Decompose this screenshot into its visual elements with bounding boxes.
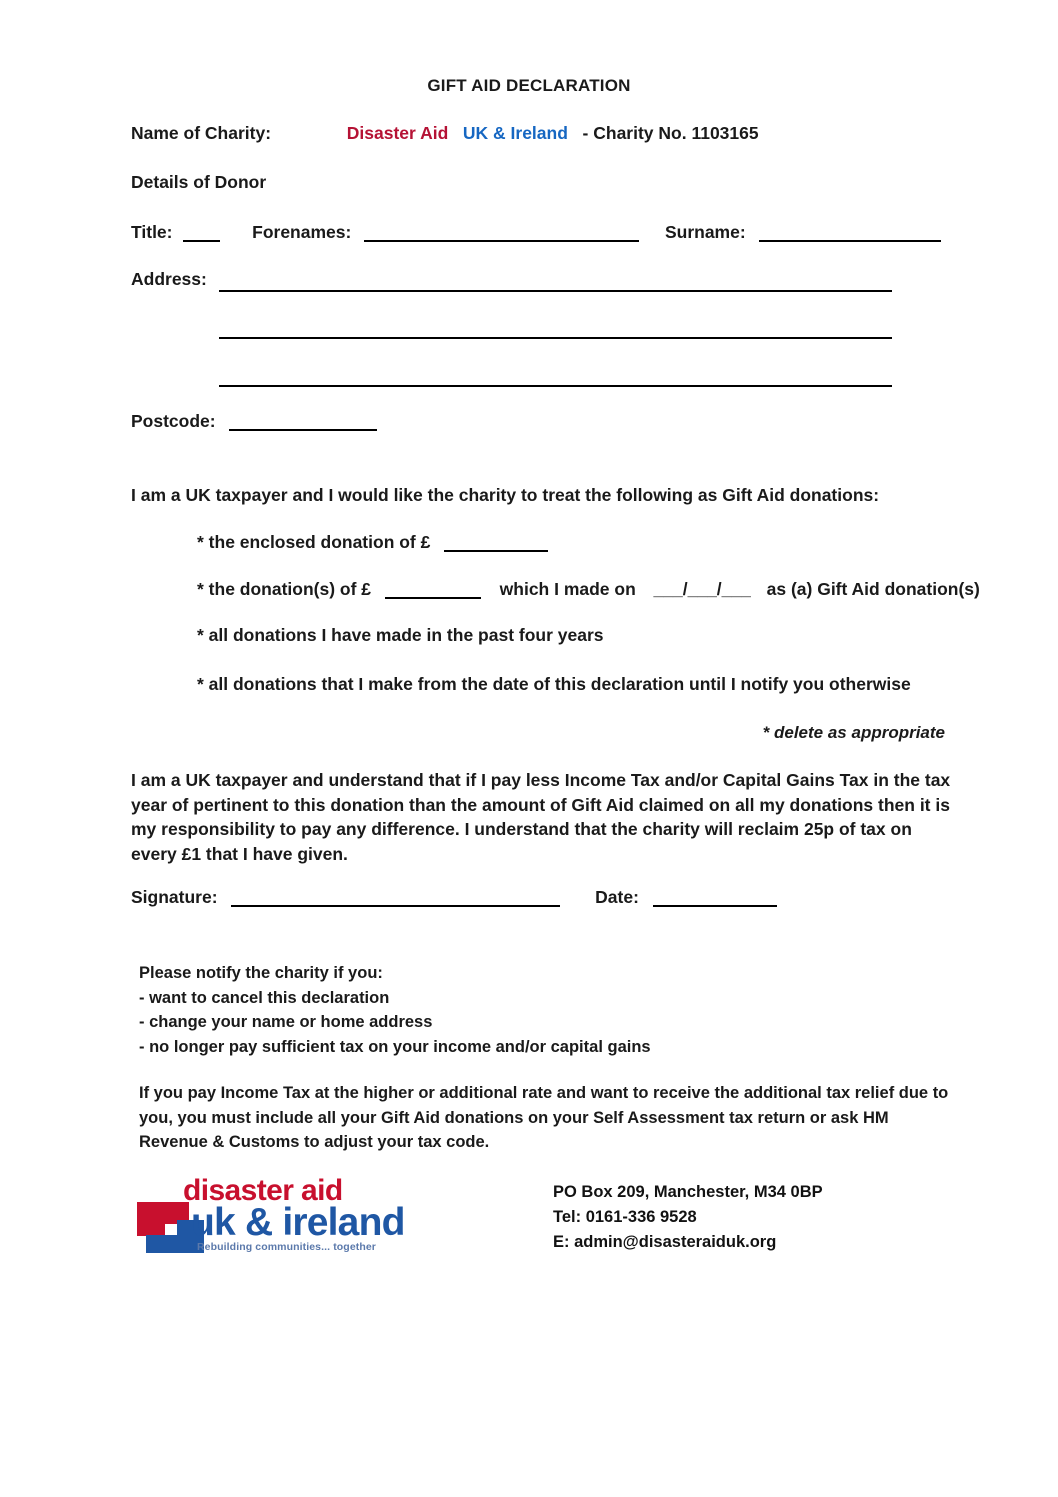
postcode-label: Postcode: (131, 411, 216, 431)
date-input[interactable] (653, 905, 777, 907)
option-past-donations-end: as (a) Gift Aid donation(s) (766, 579, 980, 599)
title-label: Title: (131, 222, 173, 242)
logo-text-uk-ireland: uk & ireland (191, 1201, 405, 1244)
delete-as-appropriate-note: * delete as appropriate (762, 723, 945, 742)
past-donation-amount-input[interactable] (385, 597, 481, 599)
notify-charity-block (139, 961, 651, 1059)
postcode-row (131, 413, 377, 431)
option-future-donations: * all donations that I make from the date of this declaration until I notify you otherwise (197, 674, 911, 694)
option-past-donations-label: * the donation(s) of £ (197, 579, 372, 599)
notify-item-cancel: - want to cancel this declaration (139, 988, 390, 1007)
postcode-input[interactable] (229, 429, 377, 431)
notify-heading: Please notify the charity if you: (139, 964, 383, 982)
signature-row (131, 889, 777, 907)
contact-details (553, 1180, 823, 1255)
disaster-aid-logo (137, 1176, 442, 1258)
surname-label: Surname: (664, 222, 746, 242)
taxpayer-declaration-paragraph: I am a UK taxpayer and understand that if I pay less Income Tax and/or Capital Gains Tax in the tax year of pertinent to this donation than the amount of Gift Aid claimed on all my donations then it is my responsibility to pay any difference. I understand that the charity will reclaim 25p of tax on every £1 that I have given. (131, 770, 951, 864)
option-past-donations-mid: which I made on (499, 579, 636, 599)
contact-address: PO Box 209, Manchester, M34 0BP (553, 1183, 823, 1201)
details-of-donor-heading: Details of Donor (131, 172, 267, 192)
logo-tagline: Rebuilding communities... together (197, 1241, 376, 1253)
charity-name-row (131, 125, 759, 143)
title-input[interactable] (183, 240, 220, 242)
gift-aid-intro: I am a UK taxpayer and I would like the charity to treat the following as Gift Aid donations: (131, 485, 880, 505)
charity-name-label: Name of Charity: (131, 123, 272, 143)
signature-input[interactable] (231, 905, 560, 907)
address-input-line-1[interactable] (219, 290, 892, 292)
date-label: Date: (595, 887, 639, 907)
option-past-donations (197, 581, 980, 599)
notify-item-change-address: - change your name or home address (139, 1013, 433, 1031)
forenames-input[interactable] (364, 240, 639, 242)
address-input-line-3[interactable] (219, 385, 892, 387)
charity-number: - Charity No. 1103165 (582, 123, 759, 143)
signature-label: Signature: (131, 887, 218, 907)
charity-name-disaster-aid: Disaster Aid (346, 123, 449, 143)
address-label: Address: (131, 269, 207, 289)
address-input-line-2[interactable] (219, 337, 892, 339)
charity-name-uk-ireland: UK & Ireland (462, 123, 568, 143)
contact-telephone: Tel: 0161-336 9528 (553, 1208, 697, 1226)
contact-email[interactable]: E: admin@disasteraiduk.org (553, 1233, 777, 1251)
forenames-label: Forenames: (252, 222, 352, 242)
logo-text-disaster-aid: disaster aid (183, 1174, 343, 1207)
option-enclosed-donation-label: * the enclosed donation of £ (197, 532, 431, 552)
page-title: GIFT AID DECLARATION (427, 76, 631, 95)
enclosed-donation-amount-input[interactable] (444, 550, 548, 552)
past-donation-date-input[interactable]: ___/___/___ (653, 579, 751, 599)
surname-input[interactable] (759, 240, 941, 242)
higher-rate-paragraph: If you pay Income Tax at the higher or additional rate and want to receive the additional tax relief due to you, you must include all your Gift Aid donations on your Self Assessment tax return or ask HM Revenue & Customs to adjust your tax code. (139, 1084, 949, 1151)
notify-item-insufficient-tax: - no longer pay sufficient tax on your income and/or capital gains (139, 1037, 651, 1056)
option-enclosed-donation (197, 534, 548, 552)
option-four-years: * all donations I have made in the past four years (197, 625, 604, 645)
name-fields-row (131, 224, 941, 242)
